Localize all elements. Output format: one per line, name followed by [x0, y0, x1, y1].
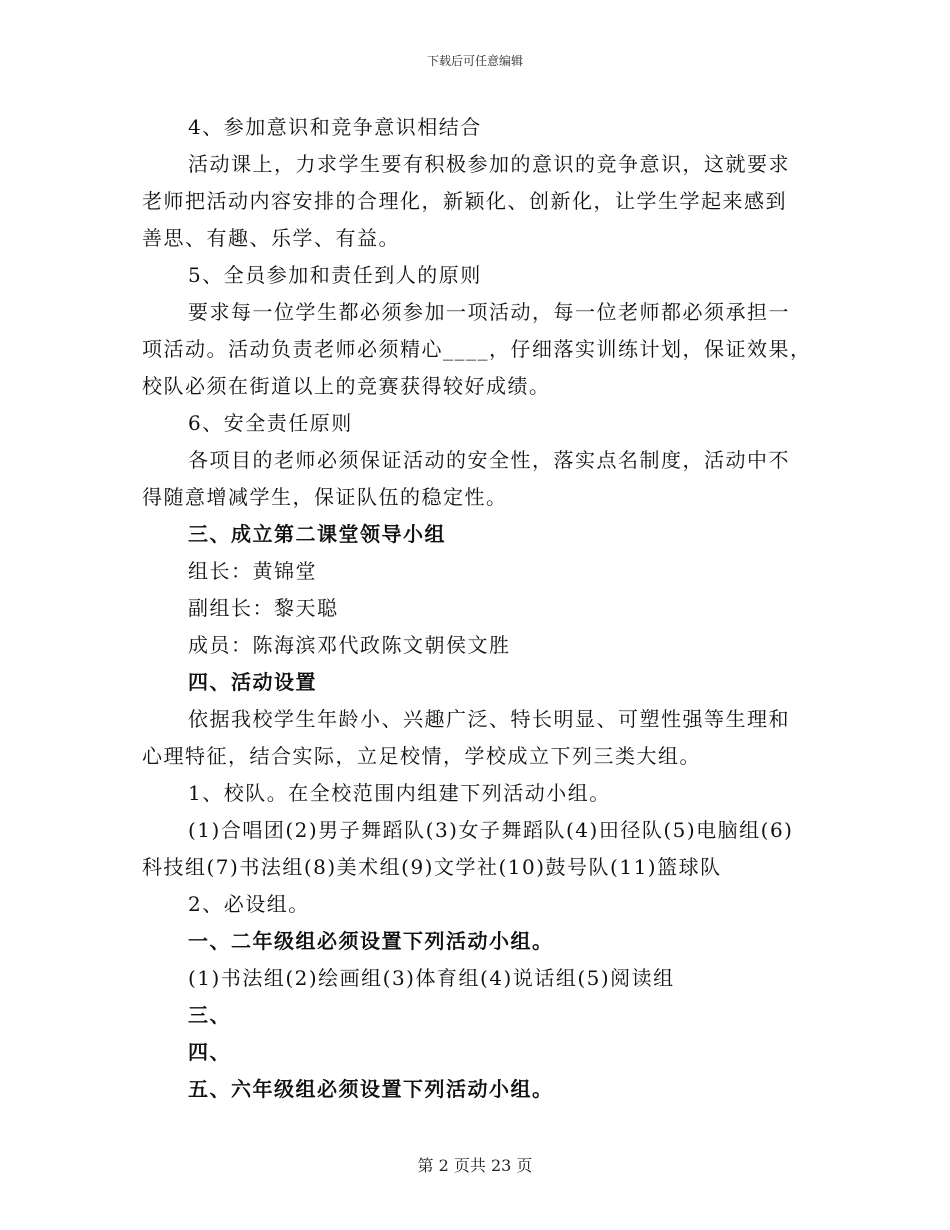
section-heading: 四、 [188, 1040, 231, 1064]
paragraph-line: 依据我校学生年龄小、兴趣广泛、特长明显、可塑性强等生理和 [188, 707, 790, 731]
paragraph-line: 成员：陈海滨邓代政陈文朝侯文胜 [188, 633, 511, 657]
page-header: 下载后可任意编辑 [426, 54, 523, 68]
section-heading: 6、安全责任原则 [188, 411, 353, 435]
paragraph-line: 副组长：黎天聪 [188, 596, 339, 620]
section-heading: 五、六年级组必须设置下列活动小组。 [188, 1077, 554, 1101]
paragraph-line: 1、校队。在全校范围内组建下列活动小组。 [188, 781, 611, 805]
paragraph-line: 组长：黄锦堂 [188, 559, 317, 583]
paragraph-line: 科技组(7)书法组(8)美术组(9)文学社(10)鼓号队(11)篮球队 [142, 855, 722, 879]
paragraph-line: 活动课上，力求学生要有积极参加的意识的竞争意识，这就要求 [188, 152, 790, 176]
section-heading: 5、全员参加和责任到人的原则 [188, 263, 482, 287]
section-heading: 4、参加意识和竞争意识相结合 [188, 115, 482, 139]
paragraph-line: 校队必须在街道以上的竞赛获得较好成绩。 [142, 374, 551, 398]
section-heading: 四、活动设置 [188, 670, 317, 694]
section-heading: 一、二年级组必须设置下列活动小组。 [188, 929, 554, 953]
paragraph-line: 2、必设组。 [188, 892, 310, 916]
paragraph-line: 心理特征，结合实际，立足校情，学校成立下列三类大组。 [142, 744, 701, 768]
section-heading: 三、 [188, 1003, 231, 1027]
paragraph-line: 各项目的老师必须保证活动的安全性，落实点名制度，活动中不 [188, 448, 790, 472]
paragraph-line: (1)书法组(2)绘画组(3)体育组(4)说话组(5)阅读组 [188, 966, 675, 990]
paragraph-line: 得随意增减学生，保证队伍的稳定性。 [142, 485, 508, 509]
section-heading: 三、成立第二课堂领导小组 [188, 522, 446, 546]
paragraph-line: 项活动。活动负责老师必须精心____，仔细落实训练计划，保证效果， [142, 337, 812, 361]
paragraph-line: 要求每一位学生都必须参加一项活动，每一位老师都必须承担一 [188, 300, 790, 324]
page-footer: 第 2 页共 23 页 [417, 1156, 533, 1175]
paragraph-line: 老师把活动内容安排的合理化，新颖化、创新化，让学生学起来感到 [142, 189, 787, 213]
paragraph-line: (1)合唱团(2)男子舞蹈队(3)女子舞蹈队(4)田径队(5)电脑组(6) [188, 818, 794, 842]
paragraph-line: 善思、有趣、乐学、有益。 [142, 226, 400, 250]
